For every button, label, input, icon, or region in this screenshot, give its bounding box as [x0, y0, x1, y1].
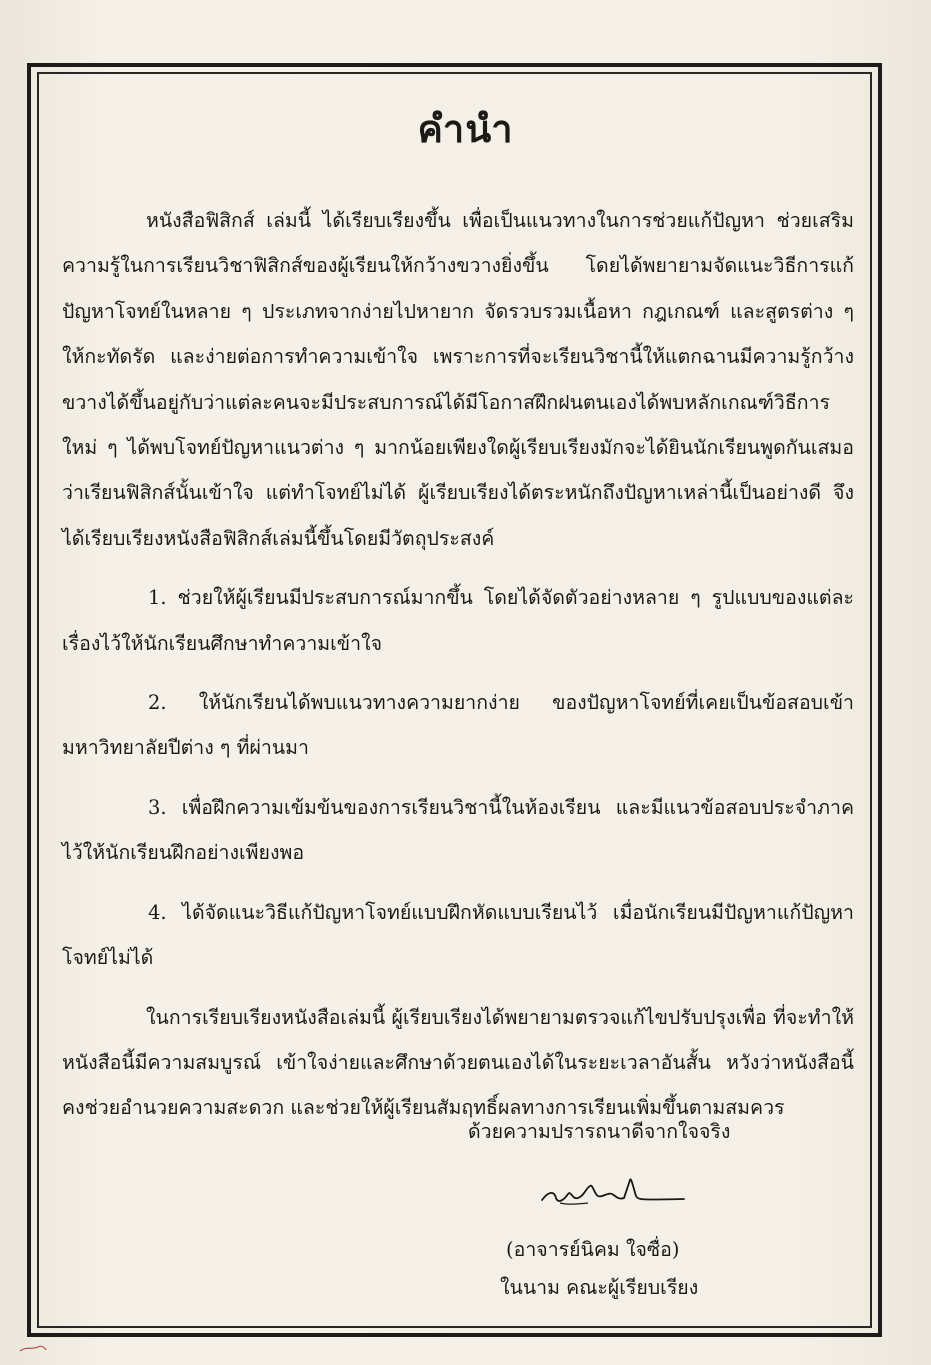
objective-item-2: 2. ให้นักเรียนได้พบแนวทางความยากง่าย ของปัญหาโจทย์ที่เคยเป็นข้อสอบเข้ามหาวิทยาลัยปีต่าง ๆ ที่ผ่านมา: [62, 691, 854, 760]
closing-salutation: ด้วยความปรารถนาดีจากใจจริง: [468, 1120, 731, 1143]
intro-paragraph: หนังสือฟิสิกส์ เล่มนี้ ได้เรียบเรียงขึ้น เพื่อเป็นแนวทางในการช่วยแก้ปัญหา ช่วยเสริมความรู้ในการเรียนวิชาฟิสิกส์ของผู้เรียนให้กว้างขวางยิ่งขึ้น โดยได้พยายามจัดแนะวิธีการแก้ปัญหาโจทย์ในหลาย ๆ ประเภทจากง่ายไปหายาก จัดรวบรวมเนื้อหา กฎเกณฑ์ และสูตรต่าง ๆ ให้กะทัดรัด และง่ายต่อการทำความเข้าใจ เพราะการที่จะเรียนวิชานี้ให้แตกฉานมีความรู้กว้างขวางได้ขึ้นอยู่กับว่าแต่ละคนจะมีประสบการณ์ได้มีโอกาสฝึกฝนตนเองได้พบหลักเกณฑ์วิธีการใหม่ ๆ ได้พบโจทย์ปัญหาแนวต่าง ๆ มากน้อยเพียงใดผู้เรียบเรียงมักจะได้ยินนักเรียนพูดกันเสมอว่าเรียนฟิสิกส์นั้นเข้าใจ แต่ทำโจทย์ไม่ได้ ผู้เรียบเรียงได้ตระหนักถึงปัญหาเหล่านี้เป็นอย่างดี จึงได้เรียบเรียงหนังสือฟิสิกส์เล่มนี้ขึ้นโดยมีวัตถุประสงค์: [62, 209, 854, 550]
signer-name: (อาจารย์นิคม ใจซื่อ): [506, 1238, 680, 1261]
handwritten-signature: [538, 1170, 688, 1210]
closing-paragraph: ในการเรียบเรียงหนังสือเล่มนี้ ผู้เรียบเรียงได้พยายามตรวจแก้ไขปรับปรุงเพื่อ ที่จะทำให้หนังสือนี้มีความสมบูรณ์ เข้าใจง่ายและศึกษาด้วยตนเองได้ในระยะเวลาอันสั้น หวังว่าหนังสือนี้คงช่วยอำนวยความสะดวก และช่วยให้ผู้เรียนสัมฤทธิ์ผลทางการเรียนเพิ่มขึ้นตามสมควร: [62, 1005, 854, 1120]
preface-body: [62, 198, 854, 1131]
red-ink-mark: [18, 1342, 48, 1354]
page-title: คำนำ: [417, 106, 514, 151]
objective-item-4: 4. ได้จัดแนะวิธีแก้ปัญหาโจทย์แบบฝึกหัดแบบเรียนไว้ เมื่อนักเรียนมีปัญหาแก้ปัญหาโจทย์ไม่ได้: [62, 900, 854, 970]
objective-item-3: 3. เพื่อฝึกความเข้มข้นของการเรียนวิชานี้ในห้องเรียน และมีแนวข้อสอบประจำภาคไว้ให้นักเรียนฝึกอย่างเพียงพอ: [62, 795, 854, 865]
objective-item-1: 1. ช่วยให้ผู้เรียนมีประสบการณ์มากขึ้น โดยได้จัดตัวอย่างหลาย ๆ รูปแบบของแต่ละเรื่องไว้ให้นักเรียนศึกษาทำความเข้าใจ: [62, 586, 854, 655]
signer-organization: ในนาม คณะผู้เรียบเรียง: [500, 1276, 699, 1299]
